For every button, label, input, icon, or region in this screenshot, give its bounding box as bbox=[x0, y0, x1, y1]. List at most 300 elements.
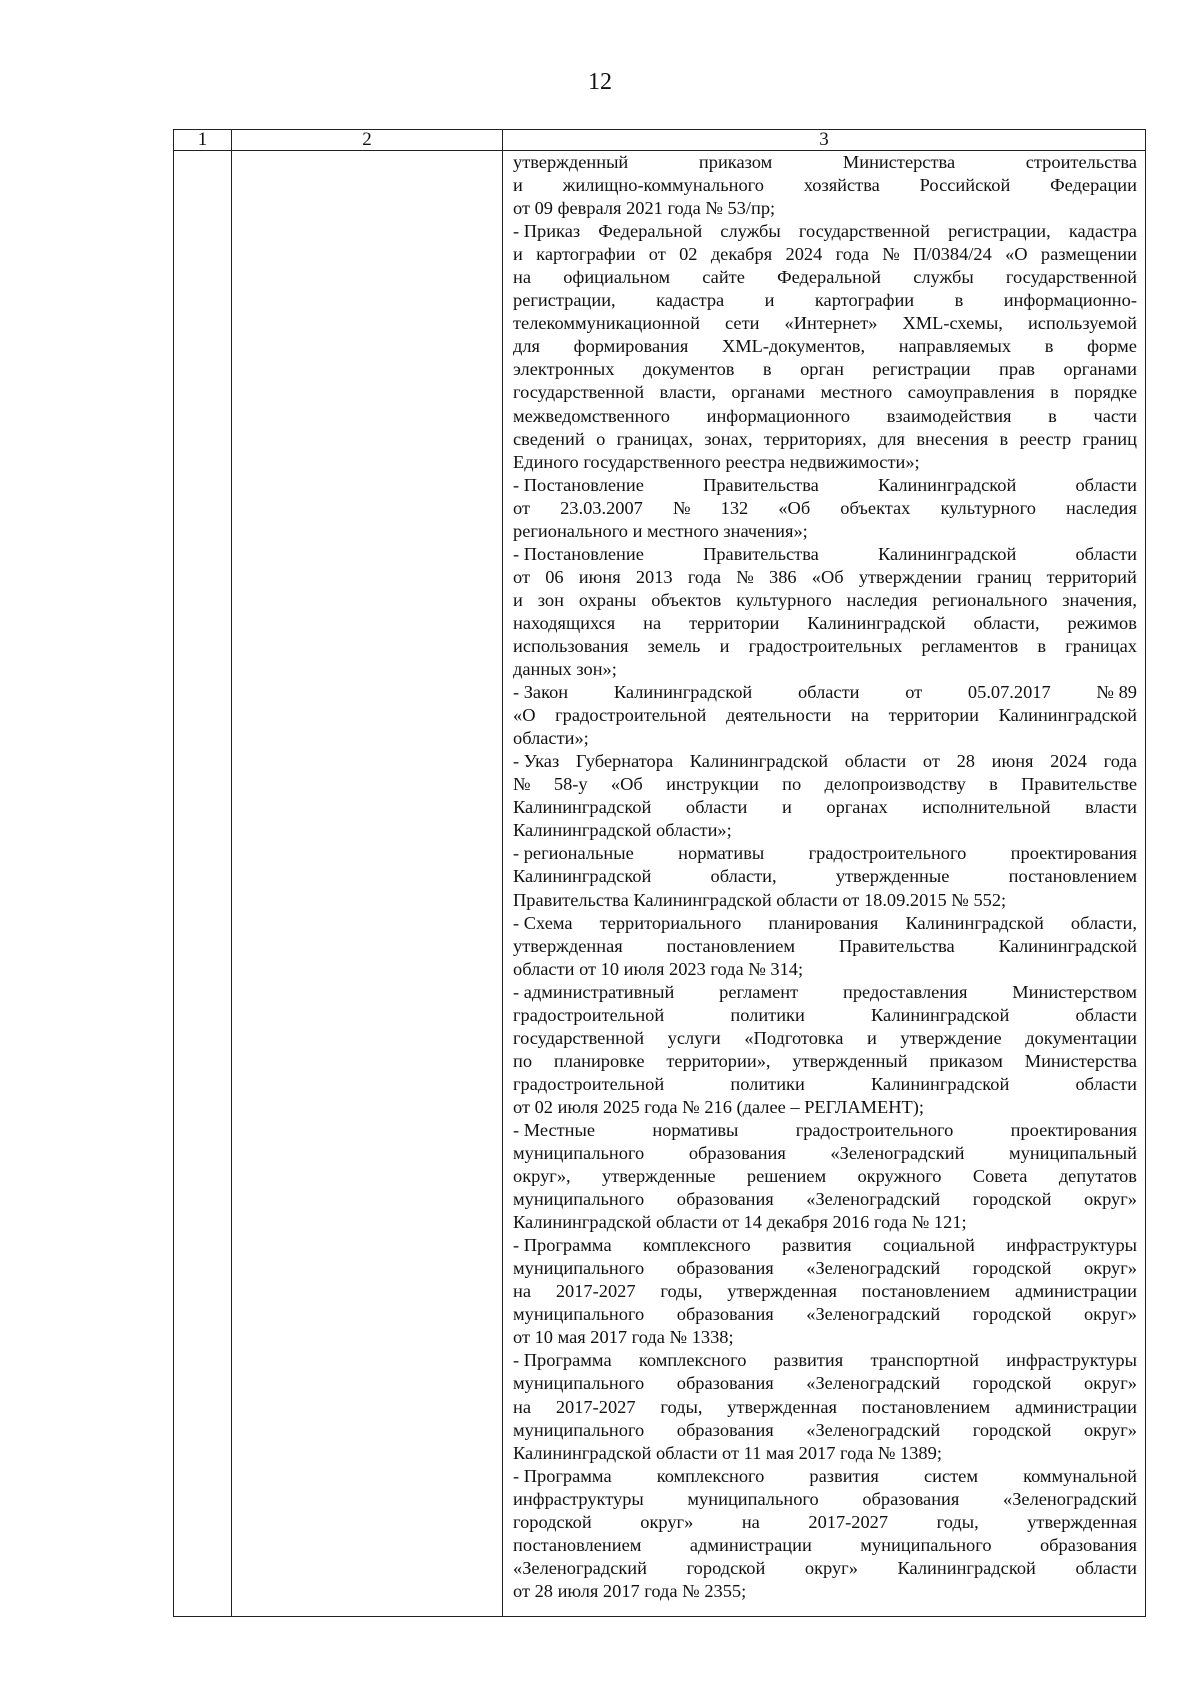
text-line bbox=[513, 681, 1137, 704]
text-line bbox=[513, 289, 1137, 312]
word: № bbox=[882, 244, 900, 265]
word: деятельности bbox=[726, 705, 832, 726]
text-line bbox=[513, 405, 1137, 428]
word: области bbox=[1075, 1073, 1137, 1094]
word: «Зеленоградский bbox=[806, 1304, 941, 1325]
cell-col-1 bbox=[174, 151, 232, 1617]
word: Калининградской bbox=[870, 1004, 1010, 1025]
word: Федеральной bbox=[777, 267, 882, 288]
word: утверждение bbox=[900, 1027, 1002, 1048]
word: декабря bbox=[710, 244, 773, 265]
word: в bbox=[1048, 405, 1057, 426]
word: от 10 мая 2017 года № 1338; bbox=[513, 1327, 734, 1348]
text-line bbox=[513, 1257, 1137, 1280]
cell-col-3-text bbox=[503, 151, 1146, 1617]
word: границ bbox=[976, 566, 1032, 587]
word: годы, bbox=[660, 1281, 703, 1302]
word: и bbox=[513, 589, 523, 610]
text-line bbox=[513, 1396, 1137, 1419]
word: культурного bbox=[736, 589, 832, 610]
word: государственной bbox=[798, 221, 930, 242]
word: - Постановление bbox=[513, 474, 644, 495]
word: нормативы bbox=[652, 1119, 739, 1140]
word: 2017-2027 bbox=[808, 1511, 889, 1532]
word: Федерации bbox=[1050, 175, 1137, 196]
text-line bbox=[513, 428, 1137, 451]
word: округ» bbox=[640, 1511, 694, 1532]
word: в bbox=[999, 428, 1009, 449]
text-line bbox=[513, 612, 1137, 635]
text-line bbox=[513, 1165, 1137, 1188]
word: в bbox=[1050, 382, 1059, 403]
word: «Об bbox=[778, 497, 811, 518]
word: форме bbox=[1087, 336, 1137, 357]
word: образования bbox=[676, 1258, 774, 1279]
word: государственной bbox=[513, 1027, 645, 1048]
text-line bbox=[513, 381, 1137, 404]
word: документов bbox=[642, 359, 735, 380]
word: № 89 bbox=[1096, 682, 1137, 703]
word: утвержденный bbox=[792, 1050, 908, 1071]
word: Калининградской области от 11 мая 2017 года № 1389; bbox=[513, 1442, 942, 1463]
word: транспортной bbox=[870, 1350, 979, 1371]
word: использования bbox=[513, 635, 629, 656]
word: утвержденный bbox=[513, 152, 629, 172]
word: городской bbox=[686, 1557, 766, 1578]
word: «Зеленоградский bbox=[830, 1143, 965, 1164]
word: округ», bbox=[513, 1166, 571, 1187]
word: округ» bbox=[1083, 1373, 1137, 1394]
word: округ» bbox=[1083, 1189, 1137, 1210]
word: направляемых bbox=[898, 336, 1012, 357]
word: межведомственного bbox=[513, 405, 670, 426]
word: комплексного bbox=[656, 1465, 765, 1486]
word: - Приказ bbox=[513, 221, 581, 242]
word: области, bbox=[973, 612, 1040, 633]
table-row bbox=[174, 151, 1146, 1617]
text-line bbox=[513, 151, 1137, 174]
word: части bbox=[1093, 405, 1137, 426]
word: градостроительной bbox=[513, 1073, 665, 1094]
word: от bbox=[922, 751, 940, 772]
word: годы, bbox=[936, 1511, 979, 1532]
text-line bbox=[513, 1534, 1137, 1557]
word: 2024 bbox=[785, 244, 823, 265]
text-line bbox=[513, 335, 1137, 358]
word: городской bbox=[972, 1304, 1052, 1325]
word: земель bbox=[647, 635, 701, 656]
text-line bbox=[513, 174, 1137, 197]
word: культурного bbox=[940, 497, 1036, 518]
word: - региональные bbox=[513, 843, 634, 864]
word: 58-у bbox=[553, 774, 588, 795]
text-line bbox=[513, 819, 1137, 842]
text-line bbox=[513, 935, 1137, 958]
text-line bbox=[513, 1119, 1137, 1142]
word: информационного bbox=[706, 405, 851, 426]
word: от bbox=[648, 244, 666, 265]
word: жилищно-коммунального bbox=[562, 175, 764, 196]
text-line bbox=[513, 750, 1137, 773]
word: образования bbox=[676, 1419, 774, 1440]
word: территории bbox=[689, 612, 780, 633]
text-line bbox=[513, 727, 1137, 750]
word: на bbox=[513, 1281, 532, 1302]
word: XML-схемы, bbox=[902, 313, 1003, 334]
word: для bbox=[877, 428, 905, 449]
word: Калининградской bbox=[905, 912, 1044, 933]
word: планирования bbox=[768, 912, 879, 933]
word: документации bbox=[1025, 1027, 1137, 1048]
word: Калининградской bbox=[513, 866, 652, 887]
word: градостроительного bbox=[795, 1119, 954, 1140]
document-table bbox=[173, 129, 1146, 1617]
word: комплексного bbox=[638, 1350, 747, 1371]
text-line bbox=[513, 497, 1137, 520]
word: предоставления bbox=[842, 981, 968, 1002]
word: хозяйства bbox=[803, 175, 880, 196]
word: Калининградской области от 14 декабря 2016 года № 121; bbox=[513, 1212, 967, 1233]
word: на bbox=[643, 612, 662, 633]
word: в bbox=[989, 774, 998, 795]
text-line bbox=[513, 1511, 1137, 1534]
text-line bbox=[513, 1188, 1137, 1211]
word: используемой bbox=[1027, 313, 1137, 334]
text-line bbox=[513, 1234, 1137, 1257]
word: 2017-2027 bbox=[555, 1396, 636, 1417]
word: области, bbox=[710, 866, 777, 887]
word: прав bbox=[999, 359, 1035, 380]
word: порядке bbox=[1074, 382, 1137, 403]
header-cell-1: 1 bbox=[174, 130, 232, 151]
word: области, bbox=[1070, 912, 1137, 933]
word: проектирования bbox=[1010, 1119, 1137, 1140]
page-number: 12 bbox=[588, 69, 612, 95]
text-line bbox=[513, 243, 1137, 266]
word: коммунальной bbox=[1023, 1465, 1137, 1486]
text-line bbox=[513, 1372, 1137, 1395]
text-line bbox=[513, 543, 1137, 566]
word: 28 bbox=[956, 751, 975, 772]
word: картографии bbox=[814, 290, 915, 311]
word: в bbox=[1037, 635, 1047, 656]
word: июня bbox=[991, 751, 1034, 772]
word: городской bbox=[513, 1511, 592, 1532]
word: муниципального bbox=[513, 1419, 645, 1440]
word: приказом bbox=[698, 152, 773, 172]
word: «Зеленоградский bbox=[806, 1189, 941, 1210]
word: картографии bbox=[536, 244, 636, 265]
word: градостроительного bbox=[808, 843, 967, 864]
word: области bbox=[1075, 1004, 1137, 1025]
word: и bbox=[513, 175, 523, 196]
word: приказом bbox=[929, 1050, 1003, 1071]
word: Правительстве bbox=[1021, 774, 1137, 795]
text-line bbox=[513, 312, 1137, 335]
word: Калининградской bbox=[689, 751, 829, 772]
word: администрации bbox=[1015, 1281, 1137, 1302]
word: 23.03.2007 bbox=[560, 497, 643, 518]
word: - Программа bbox=[513, 1350, 612, 1371]
word: Калининградской bbox=[870, 1073, 1010, 1094]
word: года bbox=[1103, 751, 1137, 772]
word: границ bbox=[1082, 428, 1137, 449]
word: инфраструктуры bbox=[513, 1488, 644, 1509]
word: строительства bbox=[1025, 152, 1137, 172]
word: постановлением bbox=[861, 1396, 991, 1417]
word: официальном bbox=[563, 267, 671, 288]
word: границах, bbox=[616, 428, 694, 449]
word: П/0384/24 bbox=[913, 244, 992, 265]
word: власти, bbox=[659, 382, 716, 403]
text-line bbox=[513, 1326, 1137, 1349]
word: наследия bbox=[846, 589, 918, 610]
word: проектирования bbox=[1010, 843, 1137, 864]
word: области bbox=[1075, 1557, 1137, 1578]
word: регионального bbox=[932, 589, 1048, 610]
word: - Схема bbox=[513, 912, 573, 933]
word: Правительства Калининградской области от 18.09.2015 № 552; bbox=[513, 889, 1007, 910]
word: - Закон bbox=[513, 682, 569, 703]
text-line bbox=[513, 266, 1137, 289]
word: электронных bbox=[513, 359, 615, 380]
word: услуги bbox=[667, 1027, 721, 1048]
word: развития bbox=[773, 1350, 844, 1371]
word: кадастра bbox=[1068, 221, 1137, 242]
word: годы, bbox=[660, 1396, 703, 1417]
word: размещении bbox=[1040, 244, 1137, 265]
word: регламент bbox=[719, 981, 799, 1002]
word: года bbox=[687, 566, 722, 587]
word: - Постановление bbox=[513, 543, 644, 564]
word: 05.07.2017 bbox=[967, 682, 1051, 703]
text-line bbox=[513, 197, 1137, 220]
word: XML-документов, bbox=[721, 336, 866, 357]
word: депутатов bbox=[1058, 1166, 1137, 1187]
word: службы bbox=[913, 267, 974, 288]
text-line bbox=[513, 1488, 1137, 1511]
word: Правительства bbox=[703, 543, 819, 564]
word: политики bbox=[730, 1004, 805, 1025]
word: градостроительной bbox=[555, 705, 707, 726]
word: регистрации, bbox=[513, 290, 616, 311]
word: реестр bbox=[1019, 428, 1072, 449]
word: округ» bbox=[1083, 1419, 1137, 1440]
word: кадастра bbox=[656, 290, 725, 311]
text-line bbox=[513, 1096, 1137, 1119]
word: утвержденные bbox=[835, 866, 950, 887]
word: орган bbox=[800, 359, 845, 380]
word: № bbox=[736, 566, 754, 587]
word: - Программа bbox=[513, 1235, 612, 1256]
word: планировке bbox=[553, 1050, 645, 1071]
word: нормативы bbox=[678, 843, 765, 864]
word: области»; bbox=[513, 728, 589, 749]
word: власти bbox=[1085, 797, 1137, 818]
word: «Зеленоградский bbox=[513, 1557, 647, 1578]
word: решением bbox=[746, 1166, 827, 1187]
text-line bbox=[513, 1004, 1137, 1027]
word: охраны bbox=[578, 589, 637, 610]
word: регламентов bbox=[921, 635, 1019, 656]
text-line bbox=[513, 842, 1137, 865]
word: и bbox=[781, 797, 792, 818]
word: муниципального bbox=[513, 1143, 645, 1164]
word: от bbox=[513, 497, 530, 518]
word: - Программа bbox=[513, 1465, 612, 1486]
text-line bbox=[513, 1073, 1137, 1096]
word: инструкции bbox=[666, 774, 759, 795]
word: и bbox=[866, 1027, 877, 1048]
word: «Зеленоградский bbox=[806, 1258, 941, 1279]
word: по bbox=[782, 774, 802, 795]
text-line bbox=[513, 1027, 1137, 1050]
word: Калининградской bbox=[897, 1557, 1036, 1578]
word: № bbox=[672, 497, 691, 518]
word: органах bbox=[826, 797, 888, 818]
word: образования bbox=[676, 1189, 774, 1210]
word: развития bbox=[809, 1465, 879, 1486]
word: июня bbox=[578, 566, 621, 587]
word: муниципального bbox=[687, 1488, 819, 1509]
text-line bbox=[513, 1557, 1137, 1580]
word: для bbox=[513, 336, 540, 357]
table-header-row bbox=[174, 130, 1146, 151]
word: администрации bbox=[1015, 1396, 1137, 1417]
word: образования bbox=[676, 1304, 774, 1325]
word: государственной bbox=[1005, 267, 1137, 288]
word: городской bbox=[972, 1189, 1052, 1210]
word: регионального и местного значения»; bbox=[513, 520, 808, 541]
word: «Интернет» bbox=[784, 313, 878, 334]
text-line bbox=[513, 1465, 1137, 1488]
word: государственной bbox=[513, 382, 645, 403]
word: округ» bbox=[1083, 1304, 1137, 1325]
word: «Зеленоградский bbox=[806, 1373, 941, 1394]
word: территории», bbox=[666, 1050, 771, 1071]
word: телекоммуникационной bbox=[513, 313, 700, 334]
word: делопроизводству bbox=[824, 774, 966, 795]
word: образования bbox=[676, 1373, 774, 1394]
word: от bbox=[513, 566, 530, 587]
word: развития bbox=[782, 1235, 852, 1256]
text-line bbox=[513, 912, 1137, 935]
word: - Местные bbox=[513, 1119, 596, 1140]
word: Министерством bbox=[1012, 981, 1137, 1002]
word: Правительства bbox=[838, 935, 955, 956]
word: 2013 bbox=[635, 566, 673, 587]
word: комплексного bbox=[643, 1235, 751, 1256]
word: территориального bbox=[599, 912, 742, 933]
text-line bbox=[513, 451, 1137, 474]
text-line bbox=[513, 1280, 1137, 1303]
cell-col-2 bbox=[232, 151, 503, 1617]
word: 2017-2027 bbox=[555, 1281, 636, 1302]
word: 2024 bbox=[1050, 751, 1087, 772]
word: от 02 июля 2025 года № 216 (далее – РЕГЛАМЕНТ); bbox=[513, 1096, 925, 1117]
word: городской bbox=[972, 1373, 1052, 1394]
word: Губернатора bbox=[575, 751, 674, 772]
word: утвержденная bbox=[1027, 1511, 1137, 1532]
word: Российской bbox=[919, 175, 1011, 196]
word: о bbox=[596, 428, 606, 449]
text-line bbox=[513, 1580, 1137, 1603]
word: службы bbox=[720, 221, 781, 242]
word: взаимодействия bbox=[886, 405, 1012, 426]
word: «О bbox=[513, 705, 536, 726]
word: Министерства bbox=[842, 152, 956, 172]
word: постановлением bbox=[513, 1534, 642, 1555]
word: и bbox=[764, 290, 775, 311]
word: находящихся bbox=[513, 612, 616, 633]
word: инфраструктуры bbox=[1006, 1350, 1137, 1371]
word: Калининградской bbox=[613, 682, 753, 703]
word: органами bbox=[1063, 359, 1137, 380]
word: утверждении bbox=[858, 566, 962, 587]
text-line bbox=[513, 865, 1137, 888]
word: градостроительной bbox=[513, 1004, 665, 1025]
word: политики bbox=[730, 1073, 805, 1094]
word: Совета bbox=[972, 1166, 1028, 1187]
word: регистрации, bbox=[948, 221, 1051, 242]
word: систем bbox=[923, 1465, 978, 1486]
word: градостроительных bbox=[748, 635, 903, 656]
text-line bbox=[513, 1211, 1137, 1234]
word: объектах bbox=[840, 497, 911, 518]
header-cell-2: 2 bbox=[232, 130, 503, 151]
word: области bbox=[797, 682, 860, 703]
word: Калининградской bbox=[877, 543, 1017, 564]
word: по bbox=[513, 1050, 533, 1071]
word: 132 bbox=[720, 497, 749, 518]
word: Калининградской bbox=[998, 935, 1137, 956]
word: органами bbox=[731, 382, 805, 403]
word: на bbox=[513, 267, 532, 288]
word: городской bbox=[972, 1419, 1052, 1440]
word: постановлением bbox=[1008, 866, 1137, 887]
word: окружного bbox=[857, 1166, 942, 1187]
word: на bbox=[513, 1396, 532, 1417]
word: 06 bbox=[545, 566, 564, 587]
word: муниципального bbox=[513, 1373, 645, 1394]
text-line bbox=[513, 773, 1137, 796]
word: утвержденная bbox=[727, 1281, 837, 1302]
word: утвержденная bbox=[727, 1396, 837, 1417]
word: Калининградской области»; bbox=[513, 820, 732, 841]
text-line bbox=[513, 889, 1137, 912]
word: «О bbox=[1005, 244, 1028, 265]
text-line bbox=[513, 358, 1137, 381]
word: формирования bbox=[573, 336, 689, 357]
word: территории bbox=[888, 705, 979, 726]
text-line bbox=[513, 1442, 1137, 1465]
word: сведений bbox=[513, 428, 585, 449]
word: № bbox=[513, 774, 531, 795]
word: администрации bbox=[689, 1534, 812, 1555]
word: области bbox=[1075, 543, 1137, 564]
word: Министерства bbox=[1024, 1050, 1137, 1071]
word: социальной bbox=[883, 1235, 975, 1256]
word: сайте bbox=[702, 267, 745, 288]
word: образования bbox=[1039, 1534, 1137, 1555]
word: информационно- bbox=[1003, 290, 1137, 311]
text-line bbox=[513, 1419, 1137, 1442]
word: Калининградской bbox=[998, 705, 1137, 726]
word: муниципальный bbox=[1009, 1143, 1137, 1164]
word: округ» bbox=[1083, 1258, 1137, 1279]
word: образования bbox=[862, 1488, 960, 1509]
word: и bbox=[719, 635, 730, 656]
